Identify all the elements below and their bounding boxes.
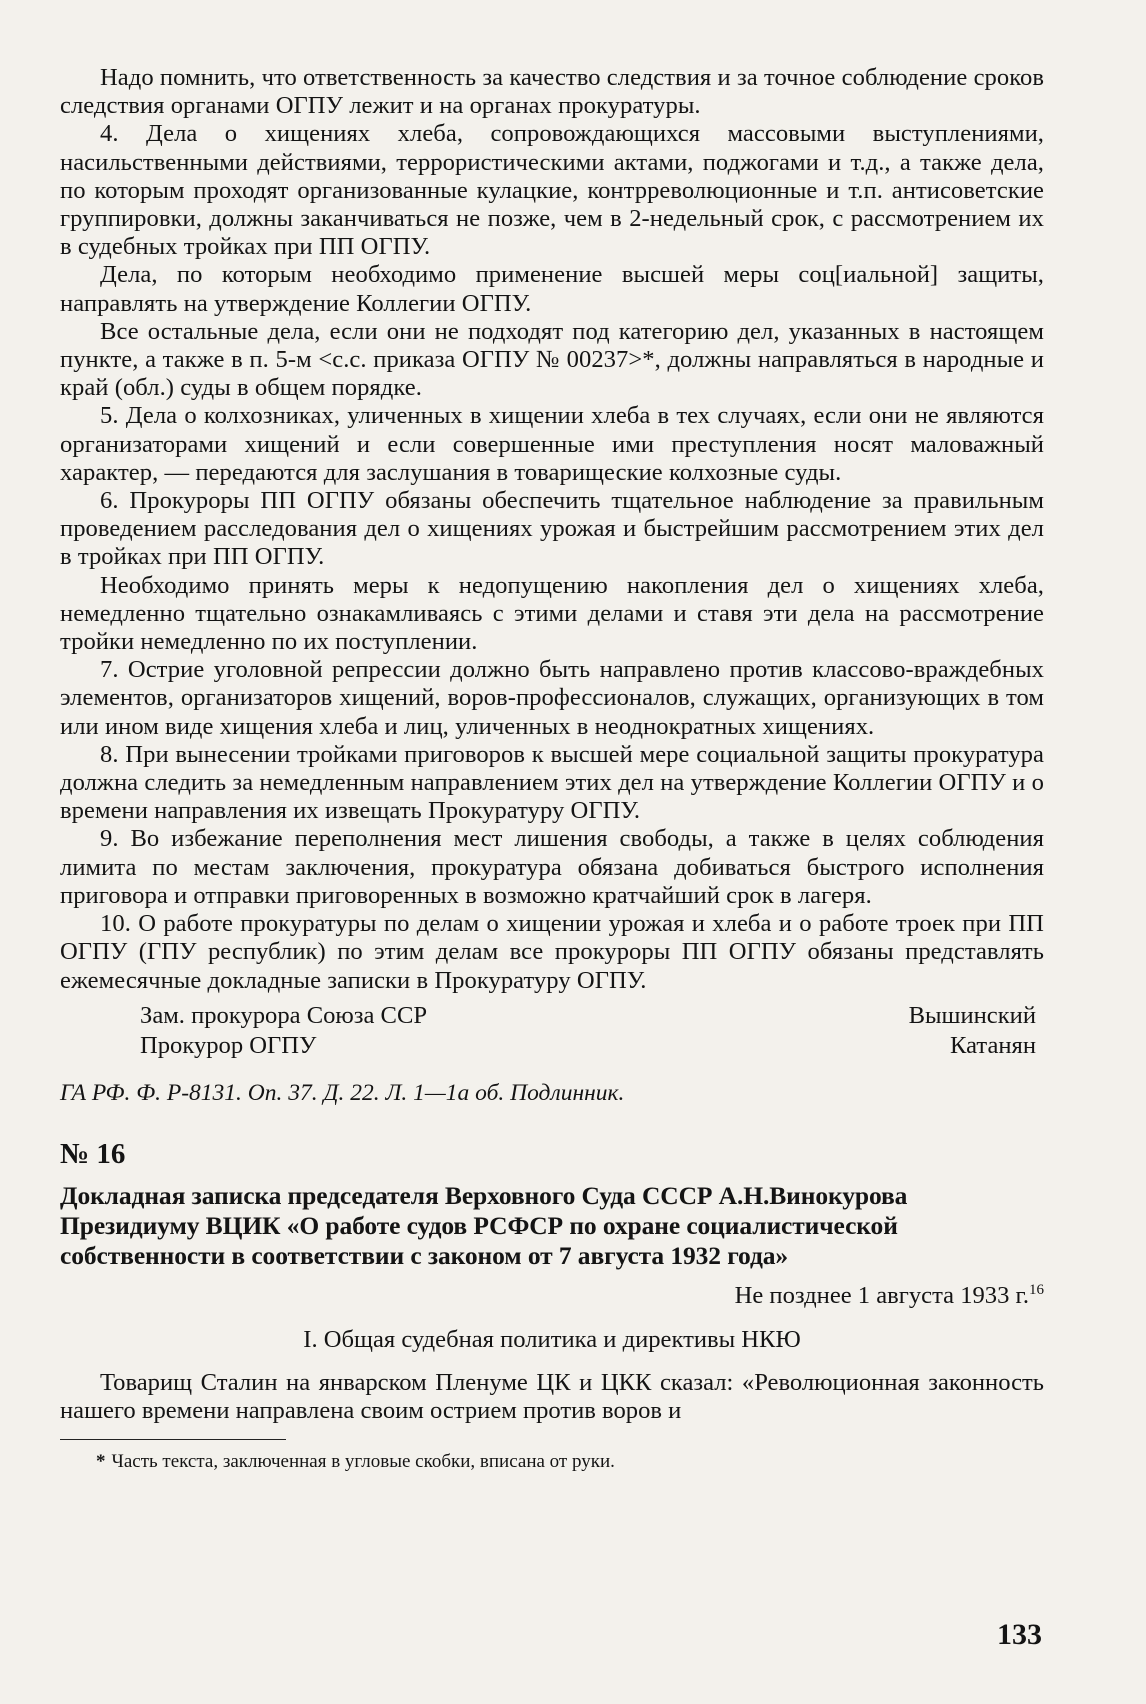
paragraph-item-10: 10. О работе прокуратуры по делам о хищении урожая и хлеба и о работе троек при ПП ОГПУ (ГПУ республик) по этим делам все прокуроры ПП ОГПУ обязаны представлять ежемесячные докладные записки в Прокуратуру ОГПУ. bbox=[60, 910, 1044, 994]
paragraph: Надо помнить, что ответственность за качество следствия и за точное соблюдение сроков следствия органами ОГПУ лежит и на органах прокуратуры. bbox=[60, 64, 1044, 120]
signature-position: Зам. прокурора Союза ССР bbox=[140, 1001, 428, 1029]
paragraph: Все остальные дела, если они не подходят под категорию дел, указанных в настоящем пункте, а также в п. 5-м <с.с. приказа ОГПУ № 00237>*, должны направляться в народные и край (обл.) суды в общем порядке. bbox=[60, 317, 1044, 402]
signature-position: Прокурор ОГПУ bbox=[140, 1031, 317, 1059]
document-number: № 16 bbox=[60, 1137, 126, 1170]
document-date-text: Не позднее 1 августа 1933 г. bbox=[734, 1281, 1029, 1309]
paragraph: Товарищ Сталин на январском Пленуме ЦК и ЦКК сказал: «Революционная законность нашего времени направлена своим острием против воров и bbox=[60, 1368, 1044, 1424]
footnote-text: Часть текста, заключенная в угловые скобки, вписана от руки. bbox=[111, 1451, 615, 1473]
paragraph-item-5: 5. Дела о колхозниках, уличенных в хищении хлеба в тех случаях, если они не являются организаторами хищений и если совершенные ими преступления носят маловажный характер, — передаются для заслушания в товарищеские колхозные суды. bbox=[60, 402, 1044, 486]
paragraph-item-8: 8. При вынесении тройками приговоров к высшей мере социальной защиты прокуратура должна следить за немедленным направлением этих дел на утверждение Коллегии ОГПУ и о времени направления их извещать Прокуратуру ОГПУ. bbox=[60, 740, 1044, 825]
archival-source: ГА РФ. Ф. Р-8131. Оп. 37. Д. 22. Л. 1—1а об. Подлинник. bbox=[60, 1079, 625, 1106]
document-date bbox=[60, 1281, 1044, 1311]
footnote-divider bbox=[60, 1439, 286, 1440]
paragraph-item-4: 4. Дела о хищениях хлеба, сопровождающихся массовыми выступлениями, насильственными действиями, террористическими актами, поджогами и т.д., а также дела, по которым проходят организованные кулацкие, контрреволюционные и т.п. антисоветские группировки, должны заканчиваться не позже, чем в 2-недельный срок, с рассмотрением их в судебных тройках при ПП ОГПУ. bbox=[60, 120, 1044, 261]
paragraph-item-6: 6. Прокуроры ПП ОГПУ обязаны обеспечить тщательное наблюдение за правильным проведением расследования дел о хищениях урожая и быстрейшим рассмотрением этих дел в тройках при ПП ОГПУ. bbox=[60, 487, 1044, 571]
date-note-ref: 16 bbox=[1029, 1281, 1044, 1298]
document-body bbox=[60, 64, 1044, 995]
signature-name: Вышинский bbox=[908, 1001, 1036, 1029]
footnote bbox=[60, 1450, 1044, 1474]
signature-block bbox=[60, 1001, 1044, 1061]
paragraph-item-9: 9. Во избежание переполнения мест лишения свободы, а также в целях соблюдения лимита по местам заключения, прокуратура обязана добиваться быстрого исполнения приговора и отправки приговоренных в возможно кратчайший срок в лагеря. bbox=[60, 825, 1044, 909]
signature-name: Катанян bbox=[950, 1031, 1036, 1059]
page-number: 133 bbox=[997, 1618, 1042, 1651]
signature-row bbox=[140, 1031, 1036, 1061]
paragraph: Необходимо принять меры к недопущению накопления дел о хищениях хлеба, немедленно тщательно ознакамливаясь с этими делами и ставя эти дела на рассмотрение тройки немедленно по их поступлении. bbox=[60, 571, 1044, 656]
section-heading: I. Общая судебная политика и директивы НКЮ bbox=[303, 1325, 801, 1353]
signature-row bbox=[140, 1001, 1036, 1031]
paragraph: Дела, по которым необходимо применение высшей меры соц[иальной] защиты, направлять на утверждение Коллегии ОГПУ. bbox=[60, 261, 1044, 317]
footnote-mark: * bbox=[96, 1451, 106, 1473]
document-title: Докладная записка председателя Верховного Суда СССР А.Н.Винокурова Президиуму ВЦИК «О работе судов РСФСР по охране социалистической собственности в соответствии с законом от 7 августа 1932 года» bbox=[60, 1180, 908, 1270]
paragraph-item-7: 7. Острие уголовной репрессии должно быть направлено против классово-враждебных элементов, организаторов хищений, воров-профессионалов, служащих, организующих в том или ином виде хищения хлеба и лиц, уличенных в неоднократных хищениях. bbox=[60, 656, 1044, 740]
